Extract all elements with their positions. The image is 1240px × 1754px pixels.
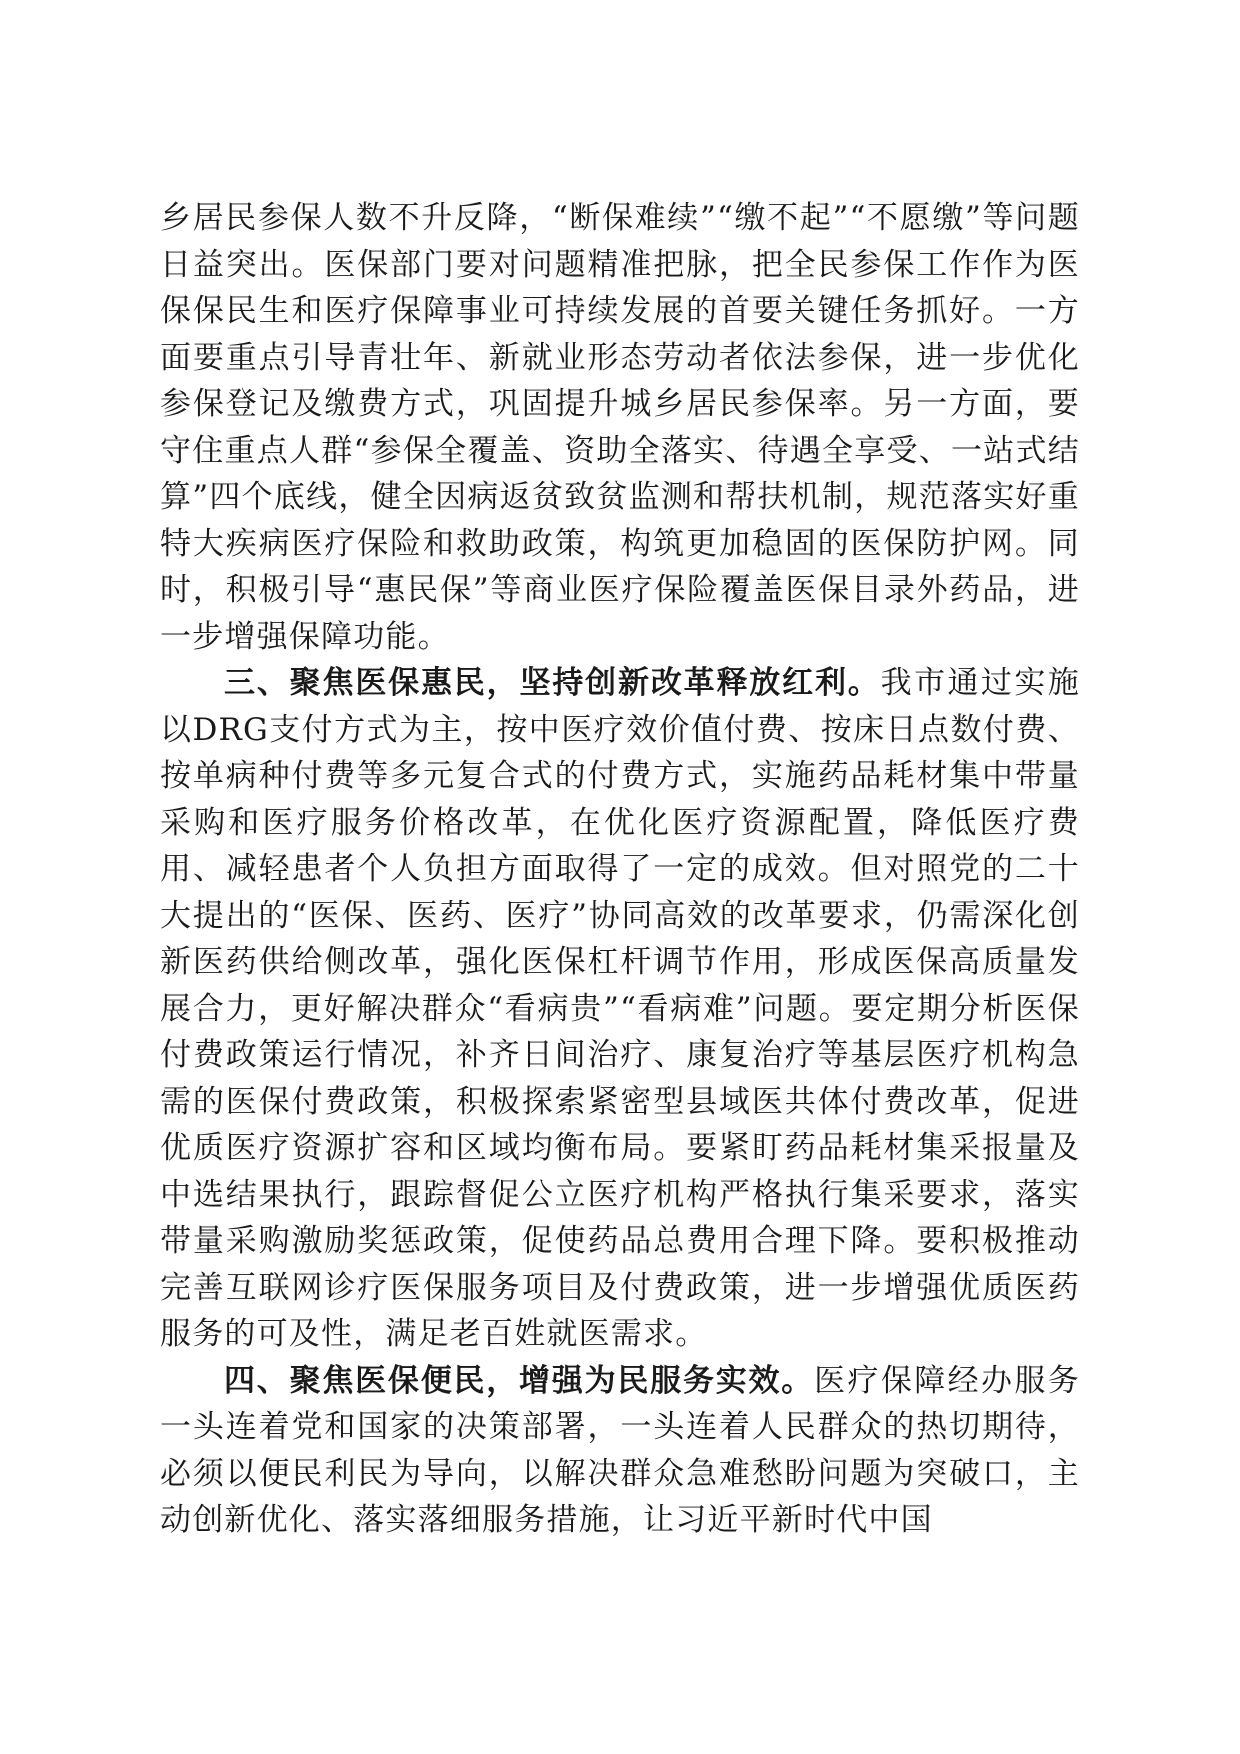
section-three-heading: 三、聚焦医保惠民，坚持创新改革释放红利。 xyxy=(224,665,881,701)
paragraph-section-three xyxy=(160,660,1080,1358)
paragraph-continuation xyxy=(160,195,1080,660)
body-text xyxy=(160,195,1080,1544)
section-four-heading: 四、聚焦医保便民，增强为民服务实效。 xyxy=(224,1362,815,1399)
paragraph-text: 我市通过实施以DRG支付方式为主，按中医疗效价值付费、按床日点数付费、按单病种付费等多元复合式的付费方式，实施药品耗材集中带量采购和医疗服务价格改革，在优化医疗资源配置，降低医疗费用、减轻患者个人负担方面取得了一定的成效。但对照党的二十大提出的“医保、医药、医疗”协同高效的改革要求，仍需深化创新医药供给侧改革，强化医保杠杆调节作用，形成医保高质量发展合力，更好解决群众“看病贵”“看病难”问题。要定期分析医保付费政策运行情况，补齐日间治疗、康复治疗等基层医疗机构急需的医保付费政策，积极探索紧密型县域医共体付费改革，促进优质医疗资源扩容和区域均衡布局。要紧盯药品耗材集采报量及中选结果执行，跟踪督促公立医疗机构严格执行集采要求，落实带量采购激励奖惩政策，促使药品总费用合理下降。要积极推动完善互联网诊疗医保服务项目及付费政策，进一步增强优质医药服务的可及性，满足老百姓就医需求。 xyxy=(160,665,1080,1352)
paragraph-text: 乡居民参保人数不升反降，“断保难续”“缴不起”“不愿缴”等问题日益突出。医保部门要对问题精准把脉，把全民参保工作作为医保保民生和医疗保障事业可持续发展的首要关键任务抓好。一方面要重点引导青壮年、新就业形态劳动者依法参保，进一步优化参保登记及缴费方式，巩固提升城乡居民参保率。另一方面，要守住重点人群“参保全覆盖、资助全落实、待遇全享受、一站式结算”四个底线，健全因病返贫致贫监测和帮扶机制，规范落实好重特大疾病医疗保险和救助政策，构筑更加稳固的医保防护网。同时，积极引导“惠民保”等商业医疗保险覆盖医保目录外药品，进一步增强保障功能。 xyxy=(160,200,1080,655)
paragraph-section-four xyxy=(160,1358,1080,1544)
paragraph-text: 医疗保障经办服务一头连着党和国家的决策部署，一头连着人民群众的热切期待，必须以便民利民为导向，以解决群众急难愁盼问题为突破口，主动创新优化、落实落细服务措施，让习近平新时代中国 xyxy=(160,1362,1080,1538)
